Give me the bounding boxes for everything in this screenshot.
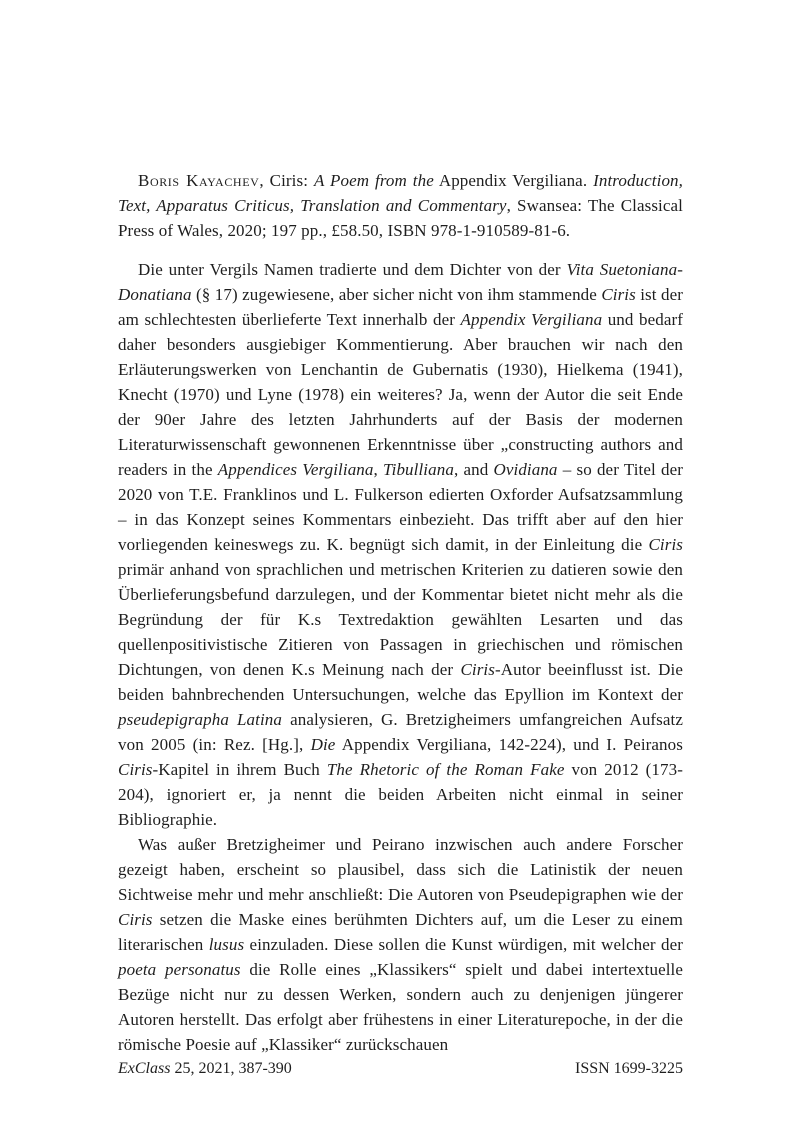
text-run: 25, 2021, 387-390 [170, 1060, 292, 1077]
text-run: Appendix Vergiliana, 142-224), und I. Peiranos [335, 735, 683, 754]
text-run: Was außer Bretzigheimer und Peirano inzwischen auch andere Forscher gezeigt haben, erscheint so plausibel, dass sich die Latinistik der neuen Sichtweise mehr und mehr anschließt: Die Autoren von Pseudepigraphen wie der [118, 835, 683, 904]
text-run: und bedarf daher besonders ausgiebiger Kommentierung. Aber brauchen wir nach den Erläuterungswerken von Lenchantin de Gubernatis (1930), Hielkema (1941), Knecht (1970) und Lyne (1978) ein weiteres? Ja, wenn der Autor die seit Ende der 90er Jahre des letzten Jahrhunderts auf der Basis der modernen Literaturwissenschaft gewonnenen Erkenntnisse über „constructing authors and readers in the [118, 310, 683, 479]
text-run: Appendices Vergiliana [217, 460, 374, 479]
text-run: Ciris [118, 760, 153, 779]
text-run: , [373, 460, 384, 479]
text-run: einzuladen. Diese sollen die Kunst würdigen, mit welcher der [244, 935, 683, 954]
text-run: Ciris [460, 660, 495, 679]
text-run: A Poem from the [313, 171, 434, 190]
text-run: ist der am schlechtesten überlieferte Text innerhalb der [118, 285, 683, 329]
text-run: , Ciris: [259, 171, 314, 190]
article-body [118, 168, 683, 1057]
text-run: Ovidiana [493, 460, 558, 479]
text-run: Ciris [648, 535, 683, 554]
text-run: -Autor beeinflusst ist. Die beiden bahnbrechenden Untersuchungen, welche das Epyllion im Kontext der [118, 660, 683, 704]
text-run: lusus [208, 935, 245, 954]
text-run: ExClass [118, 1060, 171, 1077]
text-run: Appendix Vergiliana [460, 310, 603, 329]
text-run: Boris Kayachev [138, 171, 260, 190]
text-run: Ciris [601, 285, 636, 304]
text-run: Introduction, Text, Apparatus Criticus, Translation and Commentary [118, 171, 683, 215]
text-run: , Swansea: The Classical Press of Wales, 2020; 197 pp., £58.50, ISBN 978-1-910589-81-6. [118, 196, 683, 240]
text-run: , and [453, 460, 494, 479]
text-run: von 2012 (173-204), ignoriert er, ja nennt die beiden Arbeiten nicht einmal in seiner Bibliographie. [118, 760, 683, 829]
text-run: primär anhand von sprachlichen und metrischen Kriterien zu datieren sowie den Überlieferungsbefund darzulegen, und der Kommentar bietet nicht mehr als die Begründung der für K.s Textredaktion gewählten Lesarten und das quellenpositivistische Zitieren von Passagen in griechischen und römischen Dichtungen, von denen K.s Meinung nach der [118, 560, 683, 679]
text-run: – so der Titel der 2020 von T.E. Franklinos und L. Fulkerson edierten Oxforder Aufsatzsammlung – in das Konzept seines Kommentars einbezieht. Das trifft aber auf den hier vorliegenden keineswegs zu. K. begnügt sich damit, in der Einleitung die [118, 460, 683, 554]
text-run: Ciris [118, 910, 153, 929]
text-run: Die [310, 735, 336, 754]
text-run: die Rolle eines „Klassikers“ spielt und dabei intertextuelle Bezüge nicht nur zu dessen Werken, sondern auch zu denjenigen jüngerer Autoren herstellt. Das erfolgt aber frühestens in einer Literaturepoche, in der die römische Poesie auf „Klassiker“ zurückschauen [118, 960, 684, 1054]
text-run: The Rhetoric of the Roman Fake [326, 760, 565, 779]
journal-citation [118, 1058, 292, 1080]
text-run: -Kapitel in ihrem Buch [152, 760, 327, 779]
review-paragraph-1 [118, 257, 683, 832]
text-run: Appendix Vergiliana. [433, 171, 594, 190]
issn-label: ISSN 1699-3225 [574, 1060, 683, 1077]
text-run: Vita Suetoniana-Donatiana [118, 260, 683, 304]
text-run: (§ 17) zugewiesene, aber sicher nicht von ihm stammende [191, 285, 602, 304]
text-run: analysieren, G. Bretzigheimers umfangreichen Aufsatz von 2005 (in: Rez. [Hg.], [118, 710, 684, 754]
text-run: Die unter Vergils Namen tradierte und dem Dichter von der [138, 260, 567, 279]
text-run: poeta personatus [118, 960, 241, 979]
page-footer [118, 1058, 683, 1080]
text-run: setzen die Maske eines berühmten Dichters auf, um die Leser zu einem literarischen [118, 910, 683, 954]
review-paragraph-2 [118, 832, 683, 1057]
text-run: Tibulliana [383, 460, 454, 479]
text-run: pseudepigrapha Latina [118, 710, 283, 729]
book-reference [118, 168, 683, 243]
